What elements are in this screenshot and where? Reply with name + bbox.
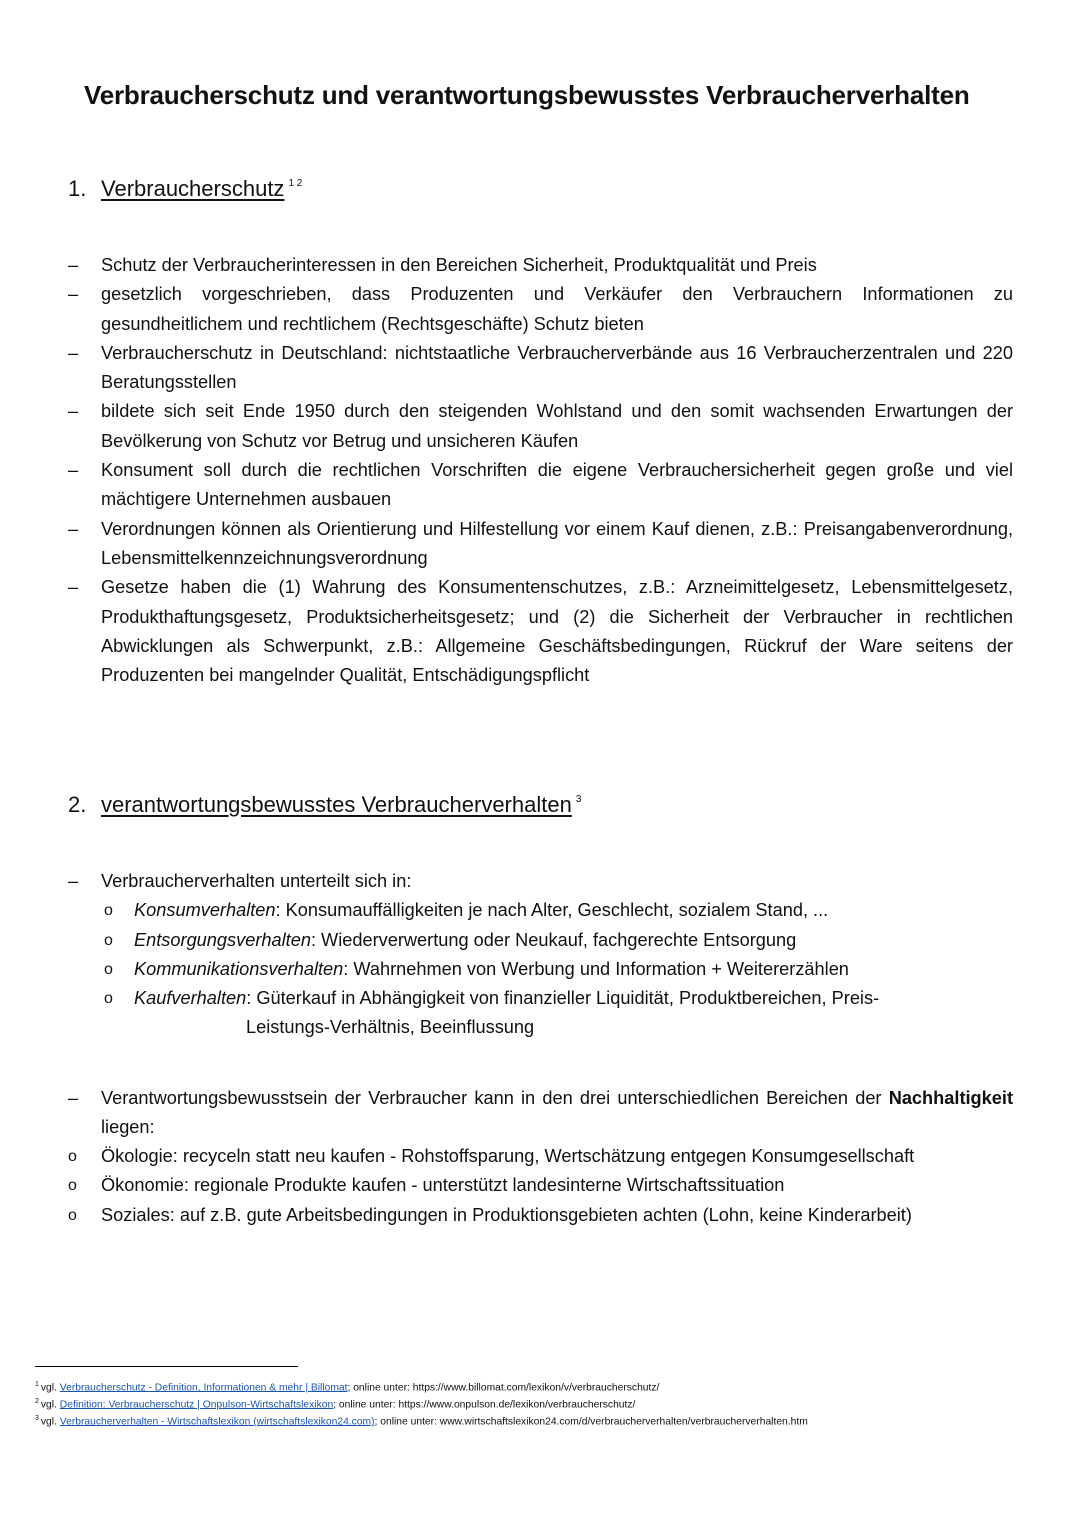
document-title: Verbraucherschutz und verantwortungsbewusstes Verbraucherverhalten xyxy=(84,80,970,110)
dash-bullet: – xyxy=(68,871,79,891)
section-1-heading xyxy=(68,176,302,202)
footnote-source: ; online unter: https://www.onpulson.de/lexikon/verbraucherschutz/ xyxy=(333,1399,636,1411)
section-2-footnote-refs: 3 xyxy=(575,794,582,805)
list-item xyxy=(68,867,1013,1043)
dash-bullet: – xyxy=(68,460,79,481)
footnote-link[interactable]: Verbraucherschutz - Definition, Informationen & mehr | Billomat xyxy=(59,1382,348,1394)
section-1-footnote-refs: 1 2 xyxy=(288,178,303,189)
circle-bullet: o xyxy=(104,902,113,920)
dash-bullet: – xyxy=(68,255,79,275)
footnote-link[interactable]: Verbraucherverhalten - Wirtschaftslexikon (wirtschaftslexikon24.com) xyxy=(59,1416,375,1428)
term-description: : Güterkauf in Abhängigkeit von finanzieller Liquidität, Produktbereichen, Preis- xyxy=(246,988,880,1009)
list-item-text: Konsument soll durch die rechtlichen Vorschriften die eigene Verbrauchersicherheit gegen große und viel mächtigere Unternehmen ausbauen xyxy=(101,460,1013,510)
footnote-prefix: vgl. xyxy=(40,1382,60,1394)
list-item xyxy=(68,456,1013,515)
section-2-number: 2. xyxy=(68,792,87,817)
list-item xyxy=(68,1201,1013,1230)
term-description: : Wahrnehmen von Werbung und Information + Weitererzählen xyxy=(343,958,849,979)
list-item-text: Schutz der Verbraucherinteressen in den Bereichen Sicherheit, Produktqualität und Preis xyxy=(101,255,817,275)
list-item xyxy=(68,573,1013,690)
section-1-number: 1. xyxy=(68,176,87,201)
circle-bullet: o xyxy=(68,1148,77,1165)
sublist-item xyxy=(68,926,1013,955)
list-item-text: Verordnungen können als Orientierung und Hilfestellung vor einem Kauf dienen, z.B.: Preisangabenverordnung, Lebensmittelkennzeichnungsverordnung xyxy=(101,518,1013,568)
circle-bullet: o xyxy=(104,960,113,978)
term: Kommunikationsverhalten xyxy=(134,958,344,979)
circle-bullet: o xyxy=(104,990,113,1008)
footnote xyxy=(35,1412,1035,1429)
sustainability-list xyxy=(68,1084,1013,1143)
list-item xyxy=(68,397,1013,456)
footnote-link[interactable]: Definition: Verbraucherschutz | Onpulson-Wirtschaftslexikon xyxy=(59,1399,334,1411)
dash-bullet: – xyxy=(68,1088,79,1108)
term: Konsumverhalten xyxy=(134,900,276,921)
section-1-list xyxy=(68,251,1013,690)
list-item-text: gesetzlich vorgeschrieben, dass Produzenten und Verkäufer den Verbrauchern Informationen zu gesundheitlichem und rechtlichem (Rechtsgeschäfte) Schutz bieten xyxy=(101,284,1013,334)
term: Entsorgungsverhalten xyxy=(134,929,311,950)
dash-bullet: – xyxy=(68,518,79,539)
footnote-divider xyxy=(35,1366,298,1367)
footnote-number: 3 xyxy=(35,1414,39,1422)
circle-bullet: o xyxy=(68,1177,77,1195)
dash-bullet: – xyxy=(68,284,79,305)
section-2-title: verantwortungsbewusstes Verbraucherverhalten xyxy=(101,792,572,817)
term-description-continued: Leistungs-Verhältnis, Beeinflussung xyxy=(246,1017,535,1038)
footnotes xyxy=(35,1378,1035,1429)
sublist-item xyxy=(68,896,1013,925)
footnote-number: 2 xyxy=(35,1397,39,1405)
list-item-text: Gesetze haben die (1) Wahrung des Konsumentenschutzes, z.B.: Arzneimittelgesetz, Lebensmittelgesetz, Produkthaftungsgesetz, Produktsicherheitsgesetz; und (2) die Sicherheit der Verbraucher in rechtlichen Abwicklungen als Schwerpunkt, z.B.: Allgemeine Geschäftsbedingungen, Rückruf der Ware seitens der Produzenten bei mangelnder Qualität, Entschädigungspflicht xyxy=(101,577,1013,686)
section-2-list xyxy=(68,867,1013,1043)
bold-term: Nachhaltigkeit xyxy=(888,1088,1013,1108)
footnote-number: 1 xyxy=(35,1381,39,1388)
list-item-text: Verbraucherschutz in Deutschland: nichtstaatliche Verbraucherverbände aus 16 Verbraucherzentralen und 220 Beratungsstellen xyxy=(101,342,1013,393)
term-description: : Wiederverwertung oder Neukauf, fachgerechte Entsorgung xyxy=(310,929,797,950)
behavior-types-list xyxy=(68,896,1013,1042)
list-item-text: Verbraucherverhalten unterteilt sich in: xyxy=(101,871,412,891)
footnote-prefix: vgl. xyxy=(40,1399,60,1411)
list-item-text: Ökonomie: regionale Produkte kaufen - unterstützt landesinterne Wirtschaftssituation xyxy=(101,1175,785,1196)
sublist-item xyxy=(68,984,1013,1043)
dash-bullet: – xyxy=(68,577,79,598)
footnote xyxy=(35,1395,1035,1412)
list-item xyxy=(68,1171,1013,1200)
term-description: : Konsumauffälligkeiten je nach Alter, Geschlecht, sozialem Stand, ... xyxy=(275,900,829,921)
footnote-prefix: vgl. xyxy=(40,1416,60,1428)
sublist-item xyxy=(68,955,1013,984)
list-item xyxy=(68,515,1013,574)
list-item-text: liegen: xyxy=(101,1117,155,1138)
term: Kaufverhalten xyxy=(134,988,247,1009)
footnote-source: ; online unter: www.wirtschaftslexikon24.com/d/verbraucherverhalten/verbraucherverhalten.htm xyxy=(374,1416,808,1428)
list-item-text: Ökologie: recyceln statt neu kaufen - Rohstoffsparung, Wertschätzung entgegen Konsumgesellschaft xyxy=(101,1146,915,1166)
list-item-text: Soziales: auf z.B. gute Arbeitsbedingungen in Produktionsgebieten achten (Lohn, keine Kinderarbeit) xyxy=(101,1204,912,1225)
list-item-text: Verantwortungsbewusstsein der Verbraucher kann in den drei unterschiedlichen Bereichen der xyxy=(101,1088,889,1108)
list-item xyxy=(68,280,1013,339)
circle-bullet: o xyxy=(68,1206,77,1224)
dash-bullet: – xyxy=(68,342,79,363)
list-item-text: bildete sich seit Ende 1950 durch den steigenden Wohlstand und den somit wachsenden Erwartungen der Bevölkerung von Schutz vor Betrug und unsicheren Käufen xyxy=(101,401,1013,451)
dash-bullet: – xyxy=(68,401,79,422)
list-item xyxy=(68,251,1013,280)
list-item xyxy=(68,339,1013,398)
list-item xyxy=(68,1142,1013,1171)
section-1-title: Verbraucherschutz xyxy=(101,176,285,201)
list-item xyxy=(68,1084,1013,1143)
section-2-heading xyxy=(68,792,581,818)
footnote-source: ; online unter: https://www.billomat.com/lexikon/v/verbraucherschutz/ xyxy=(347,1382,660,1394)
circle-bullet: o xyxy=(104,931,113,949)
footnote xyxy=(35,1378,1035,1395)
sustainability-areas-list xyxy=(68,1142,1013,1230)
